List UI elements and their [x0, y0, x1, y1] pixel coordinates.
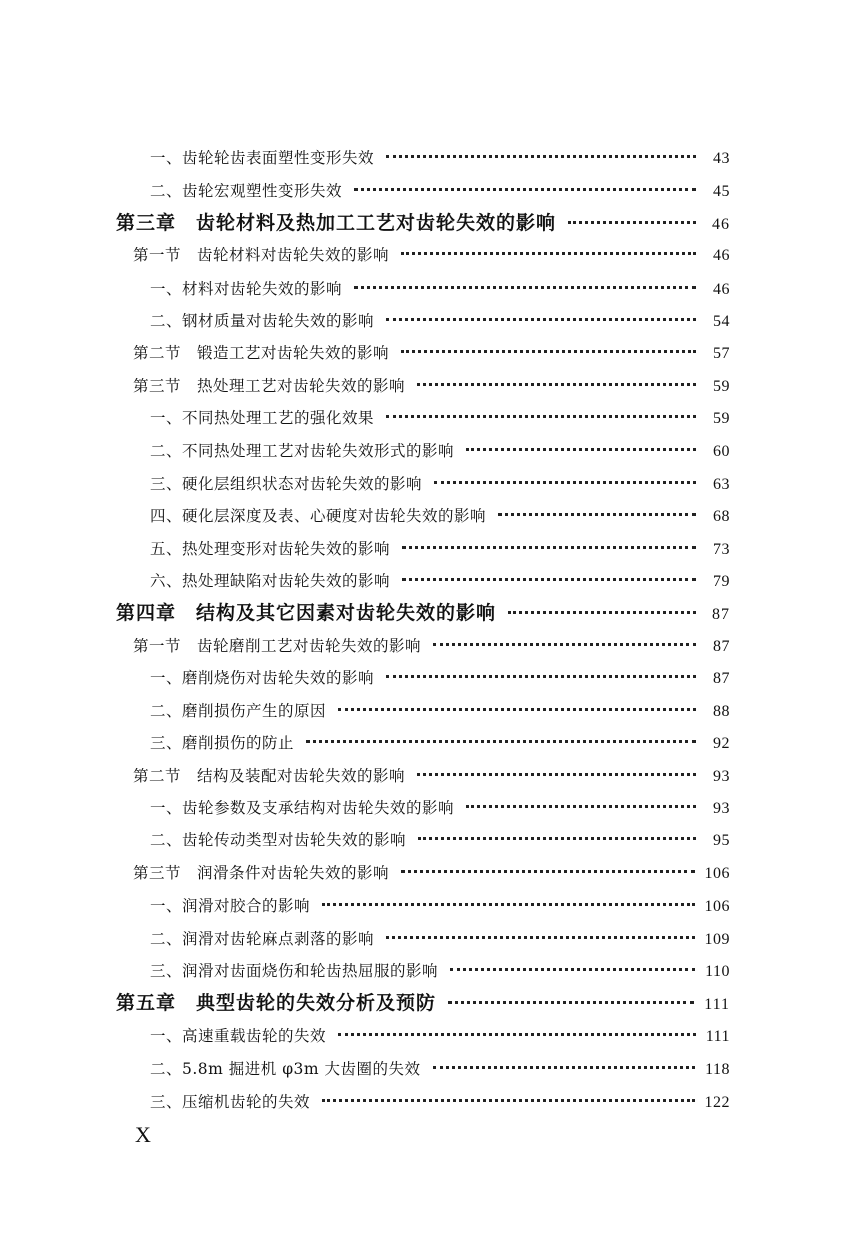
toc-entry-title: 二、磨削损伤产生的原因	[150, 702, 327, 720]
toc-entry	[150, 927, 730, 949]
toc-entry	[150, 959, 730, 981]
toc-leader-dots	[306, 740, 696, 743]
toc-leader-dots	[401, 350, 696, 353]
toc-section	[133, 243, 730, 265]
toc-entry-title: 第三章 齿轮材料及热加工工艺对齿轮失效的影响	[116, 212, 557, 234]
toc-entry-title: 三、磨削损伤的防止	[150, 734, 295, 752]
toc-entry	[150, 894, 730, 916]
toc-entry-page: 59	[713, 410, 730, 427]
toc-entry-title: 四、硬化层深度及表、心硬度对齿轮失效的影响	[150, 507, 487, 525]
toc-entry-page: 43	[713, 150, 730, 167]
toc-entry-page: 111	[705, 1028, 730, 1045]
toc-leader-dots	[386, 675, 696, 678]
toc-entry-page: 63	[713, 476, 730, 493]
toc-entry-title: 第一节 齿轮磨削工艺对齿轮失效的影响	[133, 637, 422, 655]
toc-entry	[150, 666, 730, 688]
toc-leader-dots	[450, 968, 695, 971]
toc-entry	[150, 1024, 730, 1046]
toc-entry-title: 第二节 结构及装配对齿轮失效的影响	[133, 767, 406, 785]
toc-entry-title: 二、齿轮宏观塑性变形失效	[150, 182, 343, 200]
toc-entry	[150, 406, 730, 428]
toc-entry-page: 111	[704, 996, 730, 1013]
toc-section	[133, 634, 730, 656]
toc-entry-title: 三、压缩机齿轮的失效	[150, 1093, 311, 1111]
toc-entry-page: 87	[713, 670, 730, 687]
toc-leader-dots	[508, 611, 696, 614]
toc-leader-dots	[338, 1033, 696, 1036]
toc-entry-page: 60	[713, 443, 730, 460]
toc-entry-title: 第五章 典型齿轮的失效分析及预防	[116, 992, 437, 1014]
toc-entry-title: 第一节 齿轮材料对齿轮失效的影响	[133, 246, 390, 264]
toc-entry-page: 87	[712, 606, 730, 623]
toc-entry	[150, 309, 730, 331]
toc-leader-dots	[322, 1099, 694, 1102]
toc-entry-page: 106	[704, 898, 730, 915]
toc-entry	[150, 828, 730, 850]
toc-entry-title: 第二节 锻造工艺对齿轮失效的影响	[133, 344, 390, 362]
toc-entry-title: 五、热处理变形对齿轮失效的影响	[150, 540, 391, 558]
toc-entry	[150, 504, 730, 526]
toc-entry-page: 118	[705, 1061, 730, 1078]
toc-section	[133, 374, 730, 396]
toc-leader-dots	[322, 903, 694, 906]
toc-section	[133, 861, 730, 883]
toc-leader-dots	[354, 188, 696, 191]
toc-leader-dots	[402, 578, 696, 581]
toc-entry-page: 59	[713, 378, 730, 395]
toc-leader-dots	[466, 805, 696, 808]
toc-entry	[150, 1090, 730, 1112]
toc-entry-page: 88	[713, 703, 730, 720]
toc-entry-page: 93	[713, 768, 730, 785]
toc-entry-title: 一、磨削烧伤对齿轮失效的影响	[150, 669, 375, 687]
toc-entry-title: 一、材料对齿轮失效的影响	[150, 280, 343, 298]
toc-leader-dots	[386, 318, 696, 321]
toc-leader-dots	[433, 1066, 696, 1069]
toc-leader-dots	[433, 643, 696, 646]
toc-entry-page: 68	[713, 508, 730, 525]
toc-entry	[150, 569, 730, 591]
toc-entry	[150, 796, 730, 818]
toc-entry-title: 二、润滑对齿轮麻点剥落的影响	[150, 930, 375, 948]
toc-leader-dots	[338, 708, 696, 711]
toc-entry-title: 一、不同热处理工艺的强化效果	[150, 409, 375, 427]
toc-leader-dots	[568, 221, 696, 224]
toc-entry-title: 三、润滑对齿面烧伤和轮齿热屈服的影响	[150, 962, 439, 980]
toc-entry-title: 第三节 润滑条件对齿轮失效的影响	[133, 864, 390, 882]
toc-entry-title: 一、高速重载齿轮的失效	[150, 1027, 327, 1045]
toc-leader-dots	[386, 936, 694, 939]
toc-leader-dots	[418, 837, 696, 840]
toc-entry-page: 54	[713, 313, 730, 330]
toc-entry-title: 一、润滑对胶合的影响	[150, 897, 311, 915]
toc-leader-dots	[466, 448, 696, 451]
toc-leader-dots	[386, 415, 696, 418]
toc-entry-title: 二、不同热处理工艺对齿轮失效形式的影响	[150, 442, 455, 460]
toc-leader-dots	[386, 155, 696, 158]
toc-chapter	[116, 208, 730, 235]
toc-entry-page: 46	[713, 247, 730, 264]
page-folio: X	[135, 1122, 151, 1147]
toc-entry-page: 45	[713, 183, 730, 200]
toc-entry-title: 第四章 结构及其它因素对齿轮失效的影响	[116, 602, 497, 624]
toc-chapter	[116, 988, 730, 1015]
toc-entry-page: 73	[713, 541, 730, 558]
toc-entry-page: 57	[713, 345, 730, 362]
toc-leader-dots	[498, 513, 696, 516]
toc-leader-dots	[417, 383, 696, 386]
toc-chapter	[116, 598, 730, 625]
toc-entry-title: 二、钢材质量对齿轮失效的影响	[150, 312, 375, 330]
toc-entry	[150, 699, 730, 721]
toc-leader-dots	[354, 286, 696, 289]
toc-leader-dots	[417, 773, 696, 776]
toc-entry-page: 122	[704, 1094, 730, 1111]
toc-entry-page: 109	[704, 931, 730, 948]
toc-entry	[150, 179, 730, 201]
toc-entry-title: 三、硬化层组织状态对齿轮失效的影响	[150, 475, 423, 493]
toc-entry-page: 92	[713, 735, 730, 752]
toc-entry	[150, 537, 730, 559]
toc-entry-title: 六、热处理缺陷对齿轮失效的影响	[150, 572, 391, 590]
toc-entry-page: 46	[713, 281, 730, 298]
toc-entry	[150, 1057, 730, 1079]
toc-section	[133, 341, 730, 363]
toc-entry-page: 106	[704, 865, 730, 882]
toc-entry	[150, 731, 730, 753]
toc-entry-page: 110	[705, 963, 730, 980]
toc-entry-page: 46	[712, 216, 730, 233]
toc-entry	[150, 146, 730, 168]
toc-entry-title: 二、5.8m 掘进机 φ3m 大齿圈的失效	[150, 1060, 421, 1078]
toc-entry-page: 87	[713, 638, 730, 655]
toc-entry-page: 93	[713, 800, 730, 817]
toc-entry	[150, 277, 730, 299]
toc-entry-page: 95	[713, 832, 730, 849]
toc-leader-dots	[402, 546, 696, 549]
toc-leader-dots	[448, 1001, 694, 1004]
toc-entry-page: 79	[713, 573, 730, 590]
toc-entry-title: 第三节 热处理工艺对齿轮失效的影响	[133, 377, 406, 395]
toc-leader-dots	[401, 870, 694, 873]
toc-entry-title: 一、齿轮参数及支承结构对齿轮失效的影响	[150, 799, 455, 817]
toc-entry	[150, 439, 730, 461]
toc-entry	[150, 472, 730, 494]
toc-entry-title: 二、齿轮传动类型对齿轮失效的影响	[150, 831, 407, 849]
toc-section	[133, 764, 730, 786]
toc-leader-dots	[434, 481, 696, 484]
toc-entry-title: 一、齿轮轮齿表面塑性变形失效	[150, 149, 375, 167]
toc-leader-dots	[401, 252, 696, 255]
